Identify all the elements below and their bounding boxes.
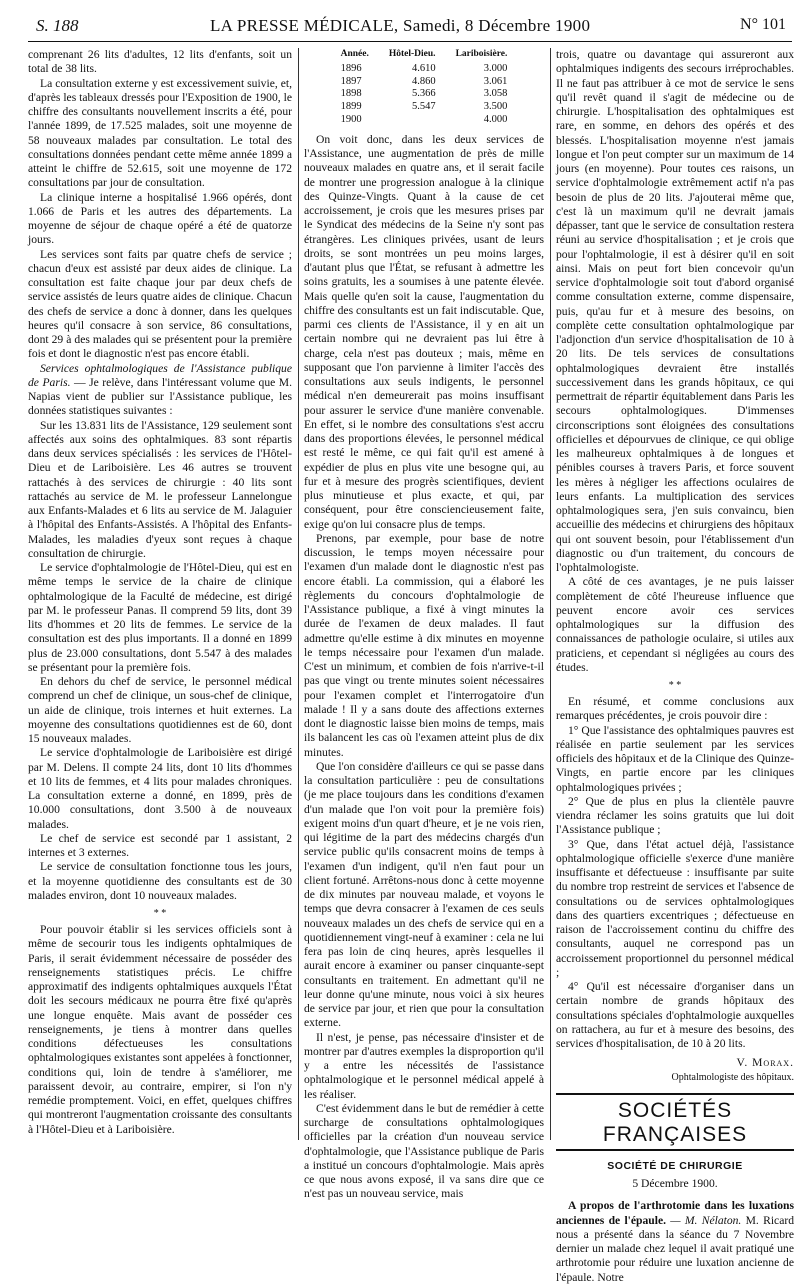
column-separator xyxy=(550,48,551,1140)
paragraph-text: — Je relève, dans l'intéressant volume que M. Napias vient de publier sur l'Assistance publique, les données statistiques suivantes : xyxy=(28,375,292,418)
table-cell: 4.610 xyxy=(411,62,436,74)
statistics-table xyxy=(331,48,518,127)
table-header: Hôtel-Dieu. xyxy=(388,49,436,59)
table-cell: 5.366 xyxy=(411,88,436,100)
column-separator xyxy=(298,48,299,1140)
paragraph: Il n'est, je pense, pas nécessaire d'insister et de montrer par d'autres exemples la disproportion qu'il y a entre les nécessités de l'assistance ophtalmologique et le personnel médical appelé à les réaliser. xyxy=(304,1030,544,1101)
author-role: Ophtalmologiste des hôpitaux. xyxy=(671,1071,794,1083)
table-cell xyxy=(379,114,446,127)
conclusion-item: 3° Que, dans l'état actuel déjà, l'assistance ophtalmologique officielle s'exerce d'une manière insuffisante et défectueuse : insuffisante par suite du nombre trop restreint de services et l'absence de consultations ou de services ophtalmologiques dans des quartiers excentriques ; défectueuse en raison de l'accroissement continu du chiffre des consultants, auquel ne correspond pas un accroissement proportionnel du personnel médical ; xyxy=(556,837,794,979)
table-row xyxy=(331,114,518,127)
paragraph: En résumé, et comme conclusions aux remarques précédentes, je crois pouvoir dire : xyxy=(556,695,794,723)
column-1 xyxy=(28,48,292,1138)
section-heading: Services ophtalmologiques de l'Assistance publique de Paris. xyxy=(28,361,292,389)
paragraph: En dehors du chef de service, le personnel médical comprend un chef de clinique, un sous-chef de clinique, un aide de clinique, trois internes et huit externes. La moyenne des consultations quotidiennes est de 60, dont 15 nouveaux malades. xyxy=(28,675,292,745)
table-cell: 3.058 xyxy=(483,88,508,100)
table-cell: 4.860 xyxy=(411,75,436,87)
paragraph: comprenant 26 lits d'adultes, 12 lits d'enfants, soit un total de 38 lits. xyxy=(28,48,292,76)
paragraph: La clinique interne a hospitalisé 1.966 opérés, dont 1.066 de Paris et les autres des départements. La moyenne de séjour de chaque opéré a été de quatorze jours. xyxy=(28,190,292,247)
paragraph: Les services sont faits par quatre chefs de service ; chacun d'eux est assisté par deux aides de clinique. La consultation est faite chaque jour par deux chefs de service assistés de leurs quatre aides de clinique. Chacun des chefs de service a donc à donner, dans les quelques heures qu'il consacre à son service, 86 consultations, dont 29 à des malades qui se présentent pour la première fois et dont le diagnostic n'est pas encore établi. xyxy=(28,247,292,361)
header-rule xyxy=(28,41,792,42)
session-date: 5 Décembre 1900. xyxy=(632,1177,718,1190)
paragraph: A côté de ces avantages, je ne puis laisser complètement de côté l'heureuse influence que peuvent encore avoir ces services ophtalmologiques sur la diffusion des connaissances de pathologie oculaire, si utiles aux praticiens, et cependant si négligées au cours des études. xyxy=(556,575,794,674)
paragraph: Le chef de service est secondé par 1 assistant, 2 internes et 3 externes. xyxy=(28,831,292,859)
paragraph: Prenons, par exemple, pour base de notre discussion, le temps moyen nécessaire pour l'examen d'un malade dont le diagnostic n'est pas encore établi. La commission, qui a élaboré les règlements du concours d'ophtalmologie de l'Assistance publique, a fixé à vingt minutes la durée de l'examen de deux malades. Il faut admettre qu'elle estime à dix minutes en moyenne le temps nécessaire pour l'examen d'un malade. C'est un minimum, et combien de fois n'arrive-t-il pas que vingt ou trente minutes soient nécessaires pour l'examen complet et l'interrogatoire d'un malade ! Il y a sans doute des affections externes dont le diagnostic laisse bien moins de temps, mais ils balancent les cas où l'examen atteint plus de dix minutes. xyxy=(304,531,544,759)
article-paragraph xyxy=(556,1199,794,1285)
conclusion-item: 1° Que l'assistance des ophtalmiques pauvres est réalisée en partie seulement par les services officiels des hôpitaux et de la Clinique des Quinze-Vingts, en partie encore par les cliniques ophtalmologiques privées ; xyxy=(556,723,794,794)
paragraph: On voit donc, dans les deux services de l'Assistance, une augmentation de près de mille nouveaux malades en quatre ans, et il serait facile de montrer une progression analogue à la clinique des Quinze-Vingts. Quant à la cause de cet accroissement, je crois que les mesures prises par le Syndicat des médecins de la Seine n'y sont pas étrangères. Les cliniques privées, usant de leurs droits, se sont montrées un peu moins larges, d'autant plus que l'État, se refusant à admettre les soins gratuits, les a soumises à une patente élevée. Mais quelle qu'en soit la cause, l'augmentation du chiffre des consultants est un fait indiscutable. Que, parmi ces clients de l'Assistance, il y en ait un certain nombre qui ne devraient pas lui être à charge, cela n'est pas douteux ; mais, même en supposant que l'on parvienne à limiter l'accès des consultations aux seuls indigents, le personnel médical n'en demeurerait pas moins insuffisant pour assurer le service d'une manière convenable. En effet, si le nombre des consultations s'est accru dans des proportions élevées, le personnel médical est resté le même, ce qui fait qu'il est amené à expédier de plus en plus vite une besogne qui, au fur et à mesure des progrès scientifiques, devient plus minutieuse et plus exacte, et qui, par conséquent, pour être consciencieusement faite, exige qu'on lui consacre plus de temps. xyxy=(304,132,544,531)
table-header: Lariboisière. xyxy=(455,49,508,59)
paragraph: Le service d'ophtalmologie de l'Hôtel-Dieu, qui est en même temps le service de la chaire de clinique ophtalmologique de la Faculté de médecine, est dirigé par M. le professeur Panas. Il comprend 59 lits, dont 39 lits d'hommes et 20 lits de femmes. Le service de la consultation est des plus importants. Il a donné en 1899 plus de 23.000 consultations, dont 5.547 à des malades se présentant pour la première fois. xyxy=(28,561,292,674)
society-title: SOCIÉTÉ DE CHIRURGIE xyxy=(607,1159,743,1172)
table-cell: 1900 xyxy=(340,113,362,125)
paragraph: Le service de consultation fonctionne tous les jours, et la moyenne quotidienne des consultants est de 30 malades environ, dont 10 nouveaux malades. xyxy=(28,860,292,902)
paragraph: Que l'on considère d'ailleurs ce qui se passe dans la consultation particulière : peu de consultations (je me place toujours dans les conditions d'examen d'un malade que l'on voit pour la première fois) exigent moins d'un quart d'heure, et je ne vois rien, qui légitime de la part des médecins chargés d'un service public qu'ils consacrent moins de temps à l'examen d'un indigent, qu'il n'en faut pour un client fortuné. Arrêtons-nous donc à cette moyenne de dix minutes par nouveau malade, et voyons le temps que devra consacrer à l'examen de ces seuls nouveaux malades un des chefs de service qui en a quotidiennement vingt-neuf à examiner : cela ne lui fera pas loin de cinq heures, après lesquelles il aurait encore à examiner ou panser cinquante-sept consultants en traitement. En admettant qu'il ne leur donne qu'une minute, nous voici à six heures de service par jour, et rien que pour la consultation externe. xyxy=(304,759,544,1030)
article-title: A propos de l'arthrotomie dans les luxations anciennes de l'épaule. xyxy=(556,1199,794,1227)
paragraph: trois, quatre ou davantage qui assureront aux ophtalmiques indigents des secours irréprochables. Il ne faut pas attribuer à ce mot de service le sens qu'il revêt quand il s'agit de médecine ou de chirurgie. L'hospitalisation des ophtalmiques est rare, en somme, en dehors des opérés et des blessés. L'hospitalisation moyenne n'est jamais longue et l'on peut compter sur un maximum de 14 jours (en moyenne). Pour toutes ces raisons, un service d'ophtalmologie extrêmement actif n'a pas besoin de plus de 20 lits. J'ajouterai même que, c'est là un maximum qu'il ne devrait jamais dépasser, tant que le service de consultation restera réuni au service d'hospitalisation ; et je crois que pour l'ophtalmologie, il est à désirer qu'il en soit ainsi. Mais on peut fort bien concevoir qu'un service d'ophtalmologie soit tout d'abord organisé comme consultation externe, comme dispensaire, puis, qu'au fur et à mesure des besoins, on complète cette consultation ophtalmologique par l'adjonction d'un service d'hospitalisation de 10 à 20 lits. De tels services de consultations ophtalmologiques devraient être installés successivement dans les grands hôpitaux, ce qui permettrait de répartir équitablement dans Paris les secours ophtalmologiques. D'immenses circonscriptions sont éloignées des consultations officielles et dépourvues de clinique, ce qui oblige les malheureux ophtalmiques à de longues et pénibles courses à travers Paris, et force souvent les mères à négliger les affections oculaires de leurs enfants. La multiplication des services ophtalmologiques sera, j'en suis convaincu, bien accueillie des médecins et chirurgiens des hôpitaux qui ont souvent besoin, pour l'établissement d'un diagnostic ou d'un traitement, du concours de l'ophtalmologiste. xyxy=(556,48,794,574)
table-cell: 3.061 xyxy=(483,75,508,87)
journal-title: LA PRESSE MÉDICALE, Samedi, 8 Décembre 1900 xyxy=(210,16,591,35)
paragraph: C'est évidemment dans le but de remédier à cette surcharge de consultations ophtalmologiques officielles par la création d'un nouveau service d'ophtalmologie, que l'Assistance publique de Paris a institué un concours d'ophtalmologie. Mais après ce que nous avons exposé, il va sans dire que ce n'est pas un nouveau service, mais xyxy=(304,1101,544,1201)
table-cell: 1899 xyxy=(340,101,362,113)
conclusion-item: 4° Qu'il est nécessaire d'organiser dans un certain nombre de grands hôpitaux des consultations spéciales d'ophtalmologie auxquelles on rattachera, au fur et à mesure des besoins, des services d'hospitalisation, de 10 à 20 lits. xyxy=(556,980,794,1050)
issue-number: N° 101 xyxy=(740,16,786,33)
page-header xyxy=(0,0,800,42)
table-row xyxy=(331,88,518,101)
paragraph: Pour pouvoir établir si les services officiels sont à même de secourir tous les indigents ophtalmiques de Paris, il serait évidemment nécessaire de posséder des renseignements statistiques précis. Le chiffre approximatif des indigents ophtalmiques auxquels l'État doit les secours médicaux ne pourra être fixé qu'après une longue enquête. Mais avant de posséder ces renseignements, je tiens à montrer dans quelles conditions défectueuses les consultations ophtalmologiques existantes sont appelées à fonctionner, conditions qui, loin de tendre à s'améliorer, me paraissent devoir, au contraire, empirer, si l'on n'y remédie promptement. Voici, en effet, quelques chiffres qui montreront l'augmentation croissante des consultants à l'Hôtel-Dieu et à Lariboisière. xyxy=(28,923,292,1136)
table-cell: 1898 xyxy=(340,88,362,100)
section-title: SOCIÉTÉS FRANÇAISES xyxy=(556,1093,794,1151)
author-signature xyxy=(556,1056,794,1070)
table-header-row xyxy=(331,48,518,63)
article-author: — M. Nélaton. xyxy=(666,1213,742,1227)
table-row xyxy=(331,101,518,114)
table-row xyxy=(331,76,518,89)
table-cell: 1896 xyxy=(340,62,362,74)
section-break: * * xyxy=(668,680,682,691)
article-text: M. Ricard nous a présenté dans la séance du 7 Novembre dernier un malade chez lequel il avait pratiqué une arthrotomie pour réduire une luxation ancienne de l'épaule. Notre xyxy=(556,1213,794,1284)
conclusion-item: 2° Que de plus en plus la clientèle pauvre viendra réclamer les soins gratuits que lui doit l'Assistance publique ; xyxy=(556,794,794,837)
paragraph: La consultation externe y est excessivement suivie, et, d'après les tableaux dressés pour l'Exposition de 1900, le chiffre des consultants nouvellement inscrits a été, pour l'année 1899, de 17.525 malades, soit une moyenne de 58 nouveaux malades par consultation. Le total des consultations données pendant cette même année 1899 a atteint le chiffre de 52.615, soit une moyenne de 172 consultations par jour de consultation. xyxy=(28,76,292,190)
page-number: S. 188 xyxy=(36,16,79,35)
paragraph: Sur les 13.831 lits de l'Assistance, 129 seulement sont affectés aux soins des ophtalmiques. 83 sont répartis dans deux services spécialisés : les services de l'Hôtel-Dieu et de Lariboisière. Les 46 autres se trouvent rattachés à des services de chirurgie : 40 lits sont rattachés au service de M. le professeur Lannelongue aux Enfants-Malades et 6 lits au service de M. Jalaguier à l'hôpital des Enfants-Assistés. A l'hôpital des Enfants-Malades, les maladies d'yeux sont reçues à chaque consultation de chirurgie. xyxy=(28,418,292,560)
paragraph xyxy=(28,362,292,419)
table-cell: 4.000 xyxy=(483,113,508,125)
column-2 xyxy=(304,48,544,1201)
table-cell: 1897 xyxy=(340,75,362,87)
column-3 xyxy=(556,48,794,1284)
table-cell: 3.000 xyxy=(483,62,508,74)
author-name: V. Morax. xyxy=(736,1056,794,1070)
table-cell: 5.547 xyxy=(411,101,436,113)
section-break: * * xyxy=(153,908,167,919)
paragraph: Le service d'ophtalmologie de Lariboisière est dirigé par M. Delens. Il compte 24 lits, dont 10 lits d'hommes et 10 lits de femmes, et 4 lits pour malades chroniques. La consultation externe a donné, en 1899, près de 10.000 consultations, dont 3.500 à de nouveaux malades. xyxy=(28,746,292,831)
table-cell: 3.500 xyxy=(483,101,508,113)
table-row xyxy=(331,63,518,76)
table-header: Année. xyxy=(340,49,369,59)
